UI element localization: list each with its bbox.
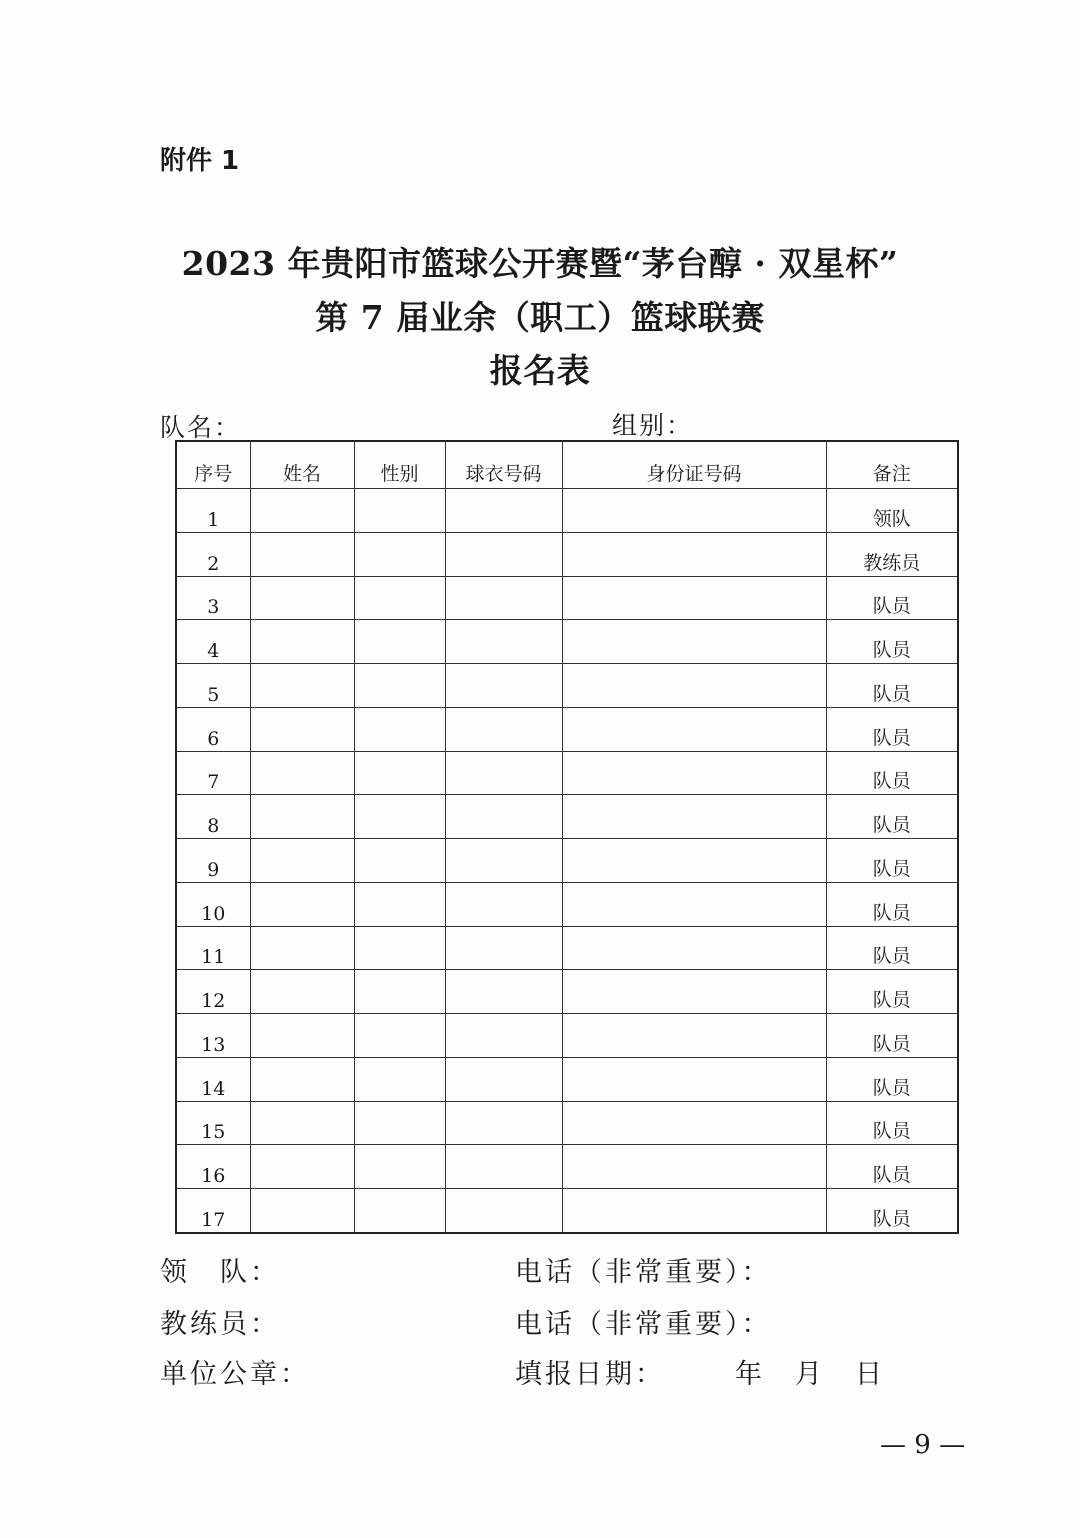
cell-gender[interactable] [354, 664, 445, 708]
cell-id-number[interactable] [562, 620, 826, 664]
cell-jersey-number[interactable] [445, 576, 562, 620]
cell-seq: 2 [176, 532, 250, 576]
cell-gender[interactable] [354, 970, 445, 1014]
cell-gender[interactable] [354, 882, 445, 926]
cell-gender[interactable] [354, 620, 445, 664]
cell-seq: 10 [176, 882, 250, 926]
cell-id-number[interactable] [562, 751, 826, 795]
cell-id-number[interactable] [562, 489, 826, 533]
cell-seq: 4 [176, 620, 250, 664]
cell-remarks: 队员 [826, 1101, 958, 1145]
table-row [176, 970, 958, 1014]
cell-seq: 7 [176, 751, 250, 795]
cell-name[interactable] [250, 751, 354, 795]
table-row [176, 664, 958, 708]
cell-remarks: 队员 [826, 1014, 958, 1058]
cell-gender[interactable] [354, 1014, 445, 1058]
cell-name[interactable] [250, 882, 354, 926]
cell-name[interactable] [250, 1145, 354, 1189]
cell-jersey-number[interactable] [445, 926, 562, 970]
registration-table [175, 440, 959, 1234]
cell-id-number[interactable] [562, 795, 826, 839]
table-row [176, 1057, 958, 1101]
coach-label: 教练员： [160, 1309, 280, 1340]
header-jersey-number: 球衣号码 [445, 441, 562, 489]
cell-seq: 3 [176, 576, 250, 620]
page-number: — 9 — [880, 1430, 966, 1460]
table-row [176, 751, 958, 795]
table-row [176, 882, 958, 926]
cell-id-number[interactable] [562, 532, 826, 576]
cell-name[interactable] [250, 620, 354, 664]
table-row [176, 795, 958, 839]
table-row [176, 1189, 958, 1234]
cell-name[interactable] [250, 970, 354, 1014]
cell-seq: 14 [176, 1057, 250, 1101]
cell-gender[interactable] [354, 1057, 445, 1101]
cell-remarks: 队员 [826, 1145, 958, 1189]
cell-seq: 8 [176, 795, 250, 839]
cell-jersey-number[interactable] [445, 1189, 562, 1234]
table-row [176, 839, 958, 883]
cell-seq: 9 [176, 839, 250, 883]
cell-jersey-number[interactable] [445, 664, 562, 708]
cell-name[interactable] [250, 576, 354, 620]
cell-name[interactable] [250, 1189, 354, 1234]
day-label: 日 [855, 1359, 885, 1390]
cell-remarks: 队员 [826, 882, 958, 926]
team-name-label: 队名： [160, 413, 242, 442]
cell-jersey-number[interactable] [445, 1057, 562, 1101]
seal-label: 单位公章： [160, 1359, 310, 1390]
cell-remarks: 队员 [826, 751, 958, 795]
cell-gender[interactable] [354, 532, 445, 576]
leader-label: 领 队： [160, 1257, 280, 1288]
cell-id-number[interactable] [562, 839, 826, 883]
cell-id-number[interactable] [562, 970, 826, 1014]
cell-seq: 11 [176, 926, 250, 970]
cell-id-number[interactable] [562, 926, 826, 970]
cell-jersey-number[interactable] [445, 1145, 562, 1189]
cell-name[interactable] [250, 489, 354, 533]
group-label: 组别： [612, 411, 694, 440]
cell-jersey-number[interactable] [445, 620, 562, 664]
cell-remarks: 队员 [826, 1189, 958, 1234]
cell-id-number[interactable] [562, 664, 826, 708]
cell-seq: 5 [176, 664, 250, 708]
cell-remarks: 领队 [826, 489, 958, 533]
cell-jersey-number[interactable] [445, 1101, 562, 1145]
cell-remarks: 队员 [826, 707, 958, 751]
cell-id-number[interactable] [562, 882, 826, 926]
header-id-number: 身份证号码 [562, 441, 826, 489]
leader-phone-label: 电话（非常重要）： [515, 1257, 772, 1288]
month-label: 月 [795, 1359, 825, 1390]
attachment-label: 附件 1 [160, 146, 240, 176]
cell-seq: 13 [176, 1014, 250, 1058]
cell-name[interactable] [250, 664, 354, 708]
cell-seq: 15 [176, 1101, 250, 1145]
table-header-row [176, 441, 958, 489]
cell-seq: 12 [176, 970, 250, 1014]
cell-remarks: 队员 [826, 926, 958, 970]
cell-name[interactable] [250, 1057, 354, 1101]
cell-remarks: 教练员 [826, 532, 958, 576]
cell-name[interactable] [250, 795, 354, 839]
cell-remarks: 队员 [826, 839, 958, 883]
table-row [176, 1014, 958, 1058]
table-row [176, 532, 958, 576]
table-row [176, 576, 958, 620]
cell-gender[interactable] [354, 926, 445, 970]
cell-gender[interactable] [354, 1145, 445, 1189]
cell-gender[interactable] [354, 795, 445, 839]
cell-gender[interactable] [354, 489, 445, 533]
cell-jersey-number[interactable] [445, 532, 562, 576]
cell-id-number[interactable] [562, 707, 826, 751]
cell-name[interactable] [250, 707, 354, 751]
cell-id-number[interactable] [562, 576, 826, 620]
cell-gender[interactable] [354, 1189, 445, 1234]
coach-phone-label: 电话（非常重要）： [515, 1309, 772, 1340]
header-remarks: 备注 [826, 441, 958, 489]
cell-name[interactable] [250, 532, 354, 576]
cell-remarks: 队员 [826, 664, 958, 708]
cell-jersey-number[interactable] [445, 1014, 562, 1058]
cell-seq: 17 [176, 1189, 250, 1234]
cell-id-number[interactable] [562, 1014, 826, 1058]
title-line-1: 2023 年贵阳市篮球公开赛暨“茅台醇 · 双星杯” [181, 244, 899, 283]
cell-name[interactable] [250, 1101, 354, 1145]
cell-jersey-number[interactable] [445, 751, 562, 795]
cell-jersey-number[interactable] [445, 839, 562, 883]
cell-gender[interactable] [354, 707, 445, 751]
table-row [176, 926, 958, 970]
year-label: 年 [735, 1359, 765, 1390]
table-row [176, 620, 958, 664]
cell-remarks: 队员 [826, 620, 958, 664]
table-row [176, 707, 958, 751]
cell-gender[interactable] [354, 576, 445, 620]
cell-name[interactable] [250, 839, 354, 883]
cell-remarks: 队员 [826, 1057, 958, 1101]
cell-remarks: 队员 [826, 970, 958, 1014]
cell-jersey-number[interactable] [445, 882, 562, 926]
title-line-2: 第 7 届业余（职工）篮球联赛 [315, 298, 765, 337]
cell-gender[interactable] [354, 1101, 445, 1145]
cell-jersey-number[interactable] [445, 970, 562, 1014]
cell-gender[interactable] [354, 751, 445, 795]
cell-seq: 16 [176, 1145, 250, 1189]
cell-gender[interactable] [354, 839, 445, 883]
date-label: 填报日期： [515, 1359, 665, 1390]
cell-name[interactable] [250, 1014, 354, 1058]
cell-id-number[interactable] [562, 1189, 826, 1234]
cell-jersey-number[interactable] [445, 489, 562, 533]
cell-remarks: 队员 [826, 576, 958, 620]
cell-jersey-number[interactable] [445, 707, 562, 751]
cell-jersey-number[interactable] [445, 795, 562, 839]
cell-id-number[interactable] [562, 1057, 826, 1101]
cell-id-number[interactable] [562, 1145, 826, 1189]
cell-name[interactable] [250, 926, 354, 970]
header-gender: 性别 [354, 441, 445, 489]
header-name: 姓名 [250, 441, 354, 489]
cell-seq: 6 [176, 707, 250, 751]
title-line-3: 报名表 [489, 351, 591, 390]
table-row [176, 1101, 958, 1145]
cell-remarks: 队员 [826, 795, 958, 839]
cell-seq: 1 [176, 489, 250, 533]
table-row [176, 1145, 958, 1189]
table-row [176, 489, 958, 533]
header-seq: 序号 [176, 441, 250, 489]
cell-id-number[interactable] [562, 1101, 826, 1145]
